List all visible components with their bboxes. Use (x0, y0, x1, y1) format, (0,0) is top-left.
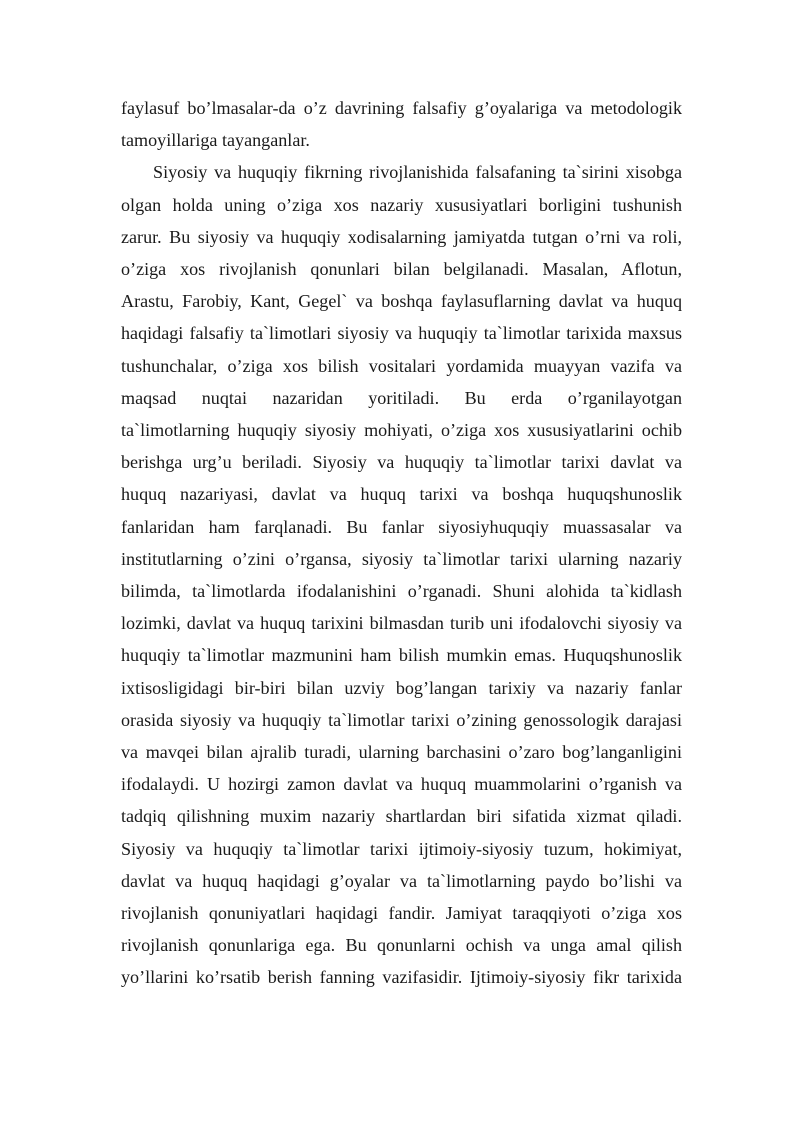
text-line: lozimki, davlat va huquq tarixini bilmasdan turib uni ifodalovchi siyosiy va (121, 613, 682, 634)
text-line: institutlarning o’zini o’rgansa, siyosiy ta`limotlar tarixi ularning nazariy (121, 548, 682, 569)
text-line: tadqiq qilishning muxim nazariy shartlardan biri sifatida xizmat qiladi. (121, 806, 682, 827)
text-line: ta`limotlarning huquqiy siyosiy mohiyati, o’ziga xos xususiyatlarini ochib (121, 420, 682, 441)
text-line: haqidagi falsafiy ta`limotlari siyosiy va huquqiy ta`limotlar tarixida maxsus (121, 323, 682, 344)
text-line: va mavqei bilan ajralib turadi, ularning barchasini o’zaro bog’langanligini (121, 742, 682, 763)
text-line: Siyosiy va huquqiy fikrning rivojlanishida falsafaning ta`sirini xisobga (153, 162, 682, 183)
text-line: tamoyillariga tayanganlar. (121, 130, 310, 151)
text-line: maqsad nuqtai nazaridan yoritiladi. Bu erda o’rganilayotgan (121, 387, 682, 408)
text-line: berishga urg’u beriladi. Siyosiy va huquqiy ta`limotlar tarixi davlat va (121, 452, 682, 473)
text-line: faylasuf bo’lmasalar-da o’z davrining falsafiy g’oyalariga va metodologik (121, 98, 682, 118)
text-line: huquqiy ta`limotlar mazmunini ham bilish mumkin emas. Huquqshunoslik (121, 645, 682, 666)
text-line: rivojlanish qonuniyatlari haqidagi fandir. Jamiyat taraqqiyoti o’ziga xos (121, 903, 682, 924)
text-line: Arastu, Farobiy, Kant, Gegel` va boshqa faylasuflarning davlat va huquq (121, 291, 682, 312)
paragraph-1 (121, 92, 682, 156)
text-line: rivojlanish qonunlariga ega. Bu qonunlarni ochish va unga amal qilish (121, 935, 682, 956)
text-line: huquq nazariyasi, davlat va huquq tarixi va boshqa huquqshunoslik (121, 484, 682, 505)
text-line: bilimda, ta`limotlarda ifodalanishini o’rganadi. Shuni alohida ta`kidlash (121, 581, 682, 602)
text-line: orasida siyosiy va huquqiy ta`limotlar tarixi o’zining genossologik darajasi (121, 709, 682, 730)
text-line: fanlaridan ham farqlanadi. Bu fanlar siyosiyhuquqiy muassasalar va (121, 516, 682, 537)
text-line: zarur. Bu siyosiy va huquqiy xodisalarning jamiyatda tutgan o’rni va roli, (121, 226, 682, 247)
text-line: ifodalaydi. U hozirgi zamon davlat va huquq muammolarini o’rganish va (121, 774, 682, 795)
text-line: o’ziga xos rivojlanish qonunlari bilan belgilanadi. Masalan, Aflotun, (121, 259, 682, 280)
text-line: tushunchalar, o’ziga xos bilish vositalari yordamida muayyan vazifa va (121, 355, 682, 376)
text-line: yo’llarini ko’rsatib berish fanning vazifasidir. Ijtimoiy-siyosiy fikr tarixida (121, 967, 682, 988)
text-line: Siyosiy va huquqiy ta`limotlar tarixi ijtimoiy-siyosiy tuzum, hokimiyat, (121, 838, 682, 859)
text-line: davlat va huquq haqidagi g’oyalar va ta`limotlarning paydo bo’lishi va (121, 870, 682, 891)
text-line: olgan holda uning o’ziga xos nazariy xususiyatlari borligini tushunish (121, 194, 682, 215)
body-text (121, 92, 682, 994)
paragraph-2 (121, 156, 682, 993)
text-line: ixtisosligidagi bir-biri bilan uzviy bog’langan tarixiy va nazariy fanlar (121, 677, 682, 698)
